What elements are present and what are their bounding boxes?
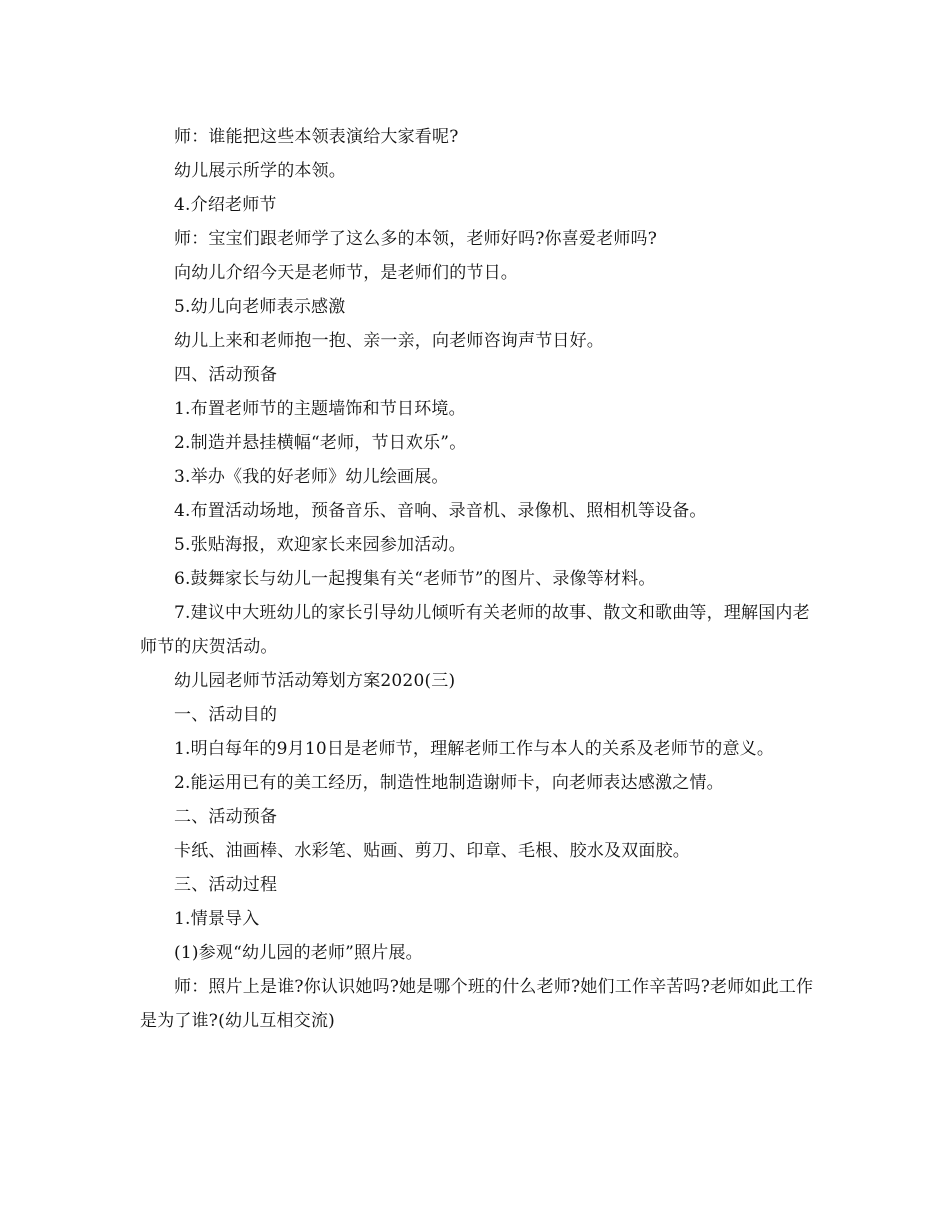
list-item-3: 3.举办《我的好老师》幼儿绘画展。 (174, 467, 449, 487)
goal-item-1: 1.明白每年的9月10日是老师节，理解老师工作与本人的关系及老师节的意义。 (174, 739, 775, 759)
paragraph-7: 幼儿上来和老师抱一抱、亲一亲，向老师咨询声节日好。 (174, 331, 604, 351)
paragraph-1: 师：谁能把这些本领表演给大家看呢? (174, 127, 459, 147)
process-substep-1: (1)参观“幼儿园的老师”照片展。 (174, 943, 423, 963)
process-step-1: 1.情景导入 (174, 909, 260, 929)
list-item-7: 7.建议中大班幼儿的家长引导幼儿倾听有关老师的故事、散文和歌曲等，理解国内老师节的庆贺活动。 (140, 603, 810, 657)
document-body (140, 120, 820, 1038)
list-item-6: 6.鼓舞家长与幼儿一起搜集有关“老师节”的图片、录像等材料。 (174, 569, 656, 589)
list-item-1: 1.布置老师节的主题墙饰和节日环境。 (174, 399, 466, 419)
section-heading-process: 三、活动过程 (174, 875, 278, 895)
section-heading-materials: 二、活动预备 (174, 807, 278, 827)
paragraph-5: 向幼儿介绍今天是老师节，是老师们的节日。 (174, 263, 518, 283)
list-item-5: 5.张贴海报，欢迎家长来园参加活动。 (174, 535, 466, 555)
section-heading-5: 5.幼儿向老师表示感激 (174, 297, 346, 317)
section-heading-goals: 一、活动目的 (174, 705, 278, 725)
materials-list: 卡纸、油画棒、水彩笔、贴画、剪刀、印章、毛根、胶水及双面胶。 (174, 841, 690, 861)
paragraph-2: 幼儿展示所学的本领。 (174, 161, 346, 181)
section-heading-preparation: 四、活动预备 (174, 365, 278, 385)
paragraph-4: 师：宝宝们跟老师学了这么多的本领，老师好吗?你喜爱老师吗? (174, 229, 658, 249)
list-item-2: 2.制造并悬挂横幅“老师，节日欢乐”。 (174, 433, 467, 453)
list-item-4: 4.布置活动场地，预备音乐、音响、录音机、录像机、照相机等设备。 (174, 501, 707, 521)
goal-item-2: 2.能运用已有的美工经历，制造性地制造谢师卡，向老师表达感激之情。 (174, 773, 724, 793)
plan-title-3: 幼儿园老师节活动筹划方案2020(三) (174, 671, 456, 691)
section-heading-4: 4.介绍老师节 (174, 195, 277, 215)
paragraph-last: 师：照片上是谁?你认识她吗?她是哪个班的什么老师?她们工作辛苦吗?老师如此工作是为了谁?(幼儿互相交流) (140, 977, 814, 1031)
